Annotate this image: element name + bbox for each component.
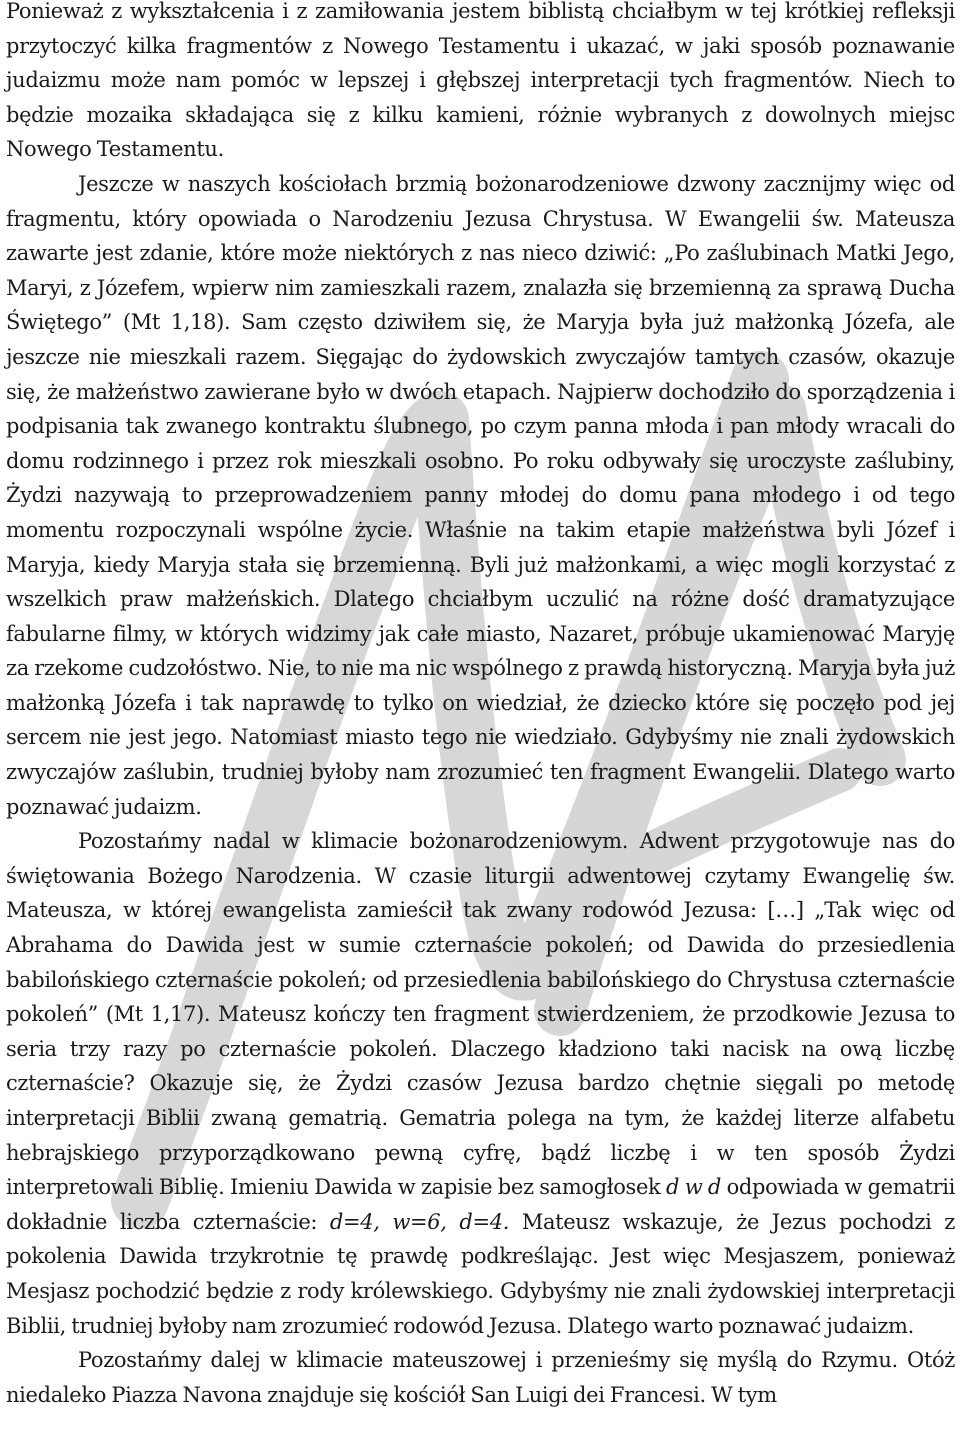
paragraph: [6, 0, 955, 167]
paragraph: [6, 1343, 955, 1412]
italic-text: d w d: [666, 1175, 721, 1200]
paragraph: [6, 824, 955, 1343]
italic-text: d=4, w=6, d=4.: [329, 1209, 510, 1234]
paragraph-text: Pozostańmy dalej w klimacie mateuszowej i przenieśmy się myślą do Rzymu. Otóż niedaleko Piazza Navona znajduje się kościół San Luigi dei Francesi. W tym: [6, 1348, 955, 1407]
paragraph-text: odpowiada w gematrii dokładnie liczba czternaście:: [6, 1175, 955, 1234]
document-body: [6, 0, 955, 1412]
paragraph: [6, 167, 955, 824]
paragraph-text: Pozostańmy nadal w klimacie bożonarodzeniowym. Adwent przygotowuje nas do świętowania Bożego Narodzenia. W czasie liturgii adwentowej czytamy Ewangelię św. Mateusza, w której ewangelista zamieścił tak zwany rodowód Jezusa: […] „Tak więc od Abrahama do Dawida jest w sumie czternaście pokoleń; od Dawida do przesiedlenia babilońskiego czternaście pokoleń; od przesiedlenia babilońskiego do Chrystusa czternaście pokoleń” (Mt 1,17). Mateusz kończy ten fragment stwierdzeniem, że przodkowie Jezusa to seria trzy razy po czternaście pokoleń. Dlaczego kładziono taki nacisk na ową liczbę czternaście? Okazuje się, że Żydzi czasów Jezusa bardzo chętnie sięgali po metodę interpretacji Biblii zwaną gematrią. Gematria polega na tym, że każdej literze alfabetu hebrajskiego przyporządkowano pewną cyfrę, bądź liczbę i w ten sposób Żydzi interpretowali Biblię. Imieniu Dawida w zapisie bez samogłosek: [6, 829, 955, 1200]
paragraph-text: Ponieważ z wykształcenia i z zamiłowania jestem biblistą chciałbym w tej krótkiej refleksji przytoczyć kilka fragmentów z Nowego Testamentu i ukazać, w jaki sposób poznawanie judaizmu może nam pomóc w lepszej i głębszej interpretacji tych fragmentów. Niech to będzie mozaika składająca się z kilku kamieni, różnie wybranych z dowolnych miejsc Nowego Testamentu.: [6, 0, 955, 162]
paragraph-text: Mateusz wskazuje, że Jezus pochodzi z pokolenia Dawida trzykrotnie tę prawdę podkreślając. Jest więc Mesjaszem, ponieważ Mesjasz pochodzić będzie z rody królewskiego. Gdybyśmy nie znali żydowskiej interpretacji Biblii, trudniej byłoby nam zrozumieć rodowód Jezusa. Dlatego warto poznawać judaizm.: [6, 1209, 955, 1338]
paragraph-text: Jeszcze w naszych kościołach brzmią bożonarodzeniowe dzwony zacznijmy więc od fragmentu, który opowiada o Narodzeniu Jezusa Chrystusa. W Ewangelii św. Mateusza zawarte jest zdanie, które może niektórych z nas nieco dziwić: „Po zaślubinach Matki Jego, Maryi, z Józefem, wpierw nim zamieszkali razem, znalazła się brzemienną za sprawą Ducha Świętego” (Mt 1,18). Sam często dziwiłem się, że Maryja była już małżonką Józefa, ale jeszcze nie mieszkali razem. Sięgając do żydowskich zwyczajów tamtych czasów, okazuje się, że małżeństwo zawierane było w dwóch etapach. Najpierw dochodziło do sporządzenia i podpisania tak zwanego kontraktu ślubnego, po czym panna młoda i pan młody wracali do domu rodzinnego i przez rok mieszkali osobno. Po roku odbywały się uroczyste zaślubiny, Żydzi nazywają to przeprowadzeniem panny młodej do domu pana młodego i od tego momentu rozpoczynali wspólne życie. Właśnie na takim etapie małżeństwa byli Józef i Maryja, kiedy Maryja stała się brzemienną. Byli już małżonkami, a więc mogli korzystać z wszelkich praw małżeńskich. Dlatego chciałbym uczulić na różne dość dramatyzujące fabularne filmy, w których widzimy jak całe miasto, Nazaret, próbuje ukamienować Maryję za rzekome cudzołóstwo. Nie, to nie ma nic wspólnego z prawdą historyczną. Maryja była już małżonką Józefa i tak naprawdę to tylko on wiedział, że dziecko które się poczęło pod jej sercem nie jest jego. Natomiast miasto tego nie wiedziało. Gdybyśmy nie znali żydowskich zwyczajów zaślubin, trudniej byłoby nam zrozumieć ten fragment Ewangelii. Dlatego warto poznawać judaizm.: [6, 171, 955, 819]
